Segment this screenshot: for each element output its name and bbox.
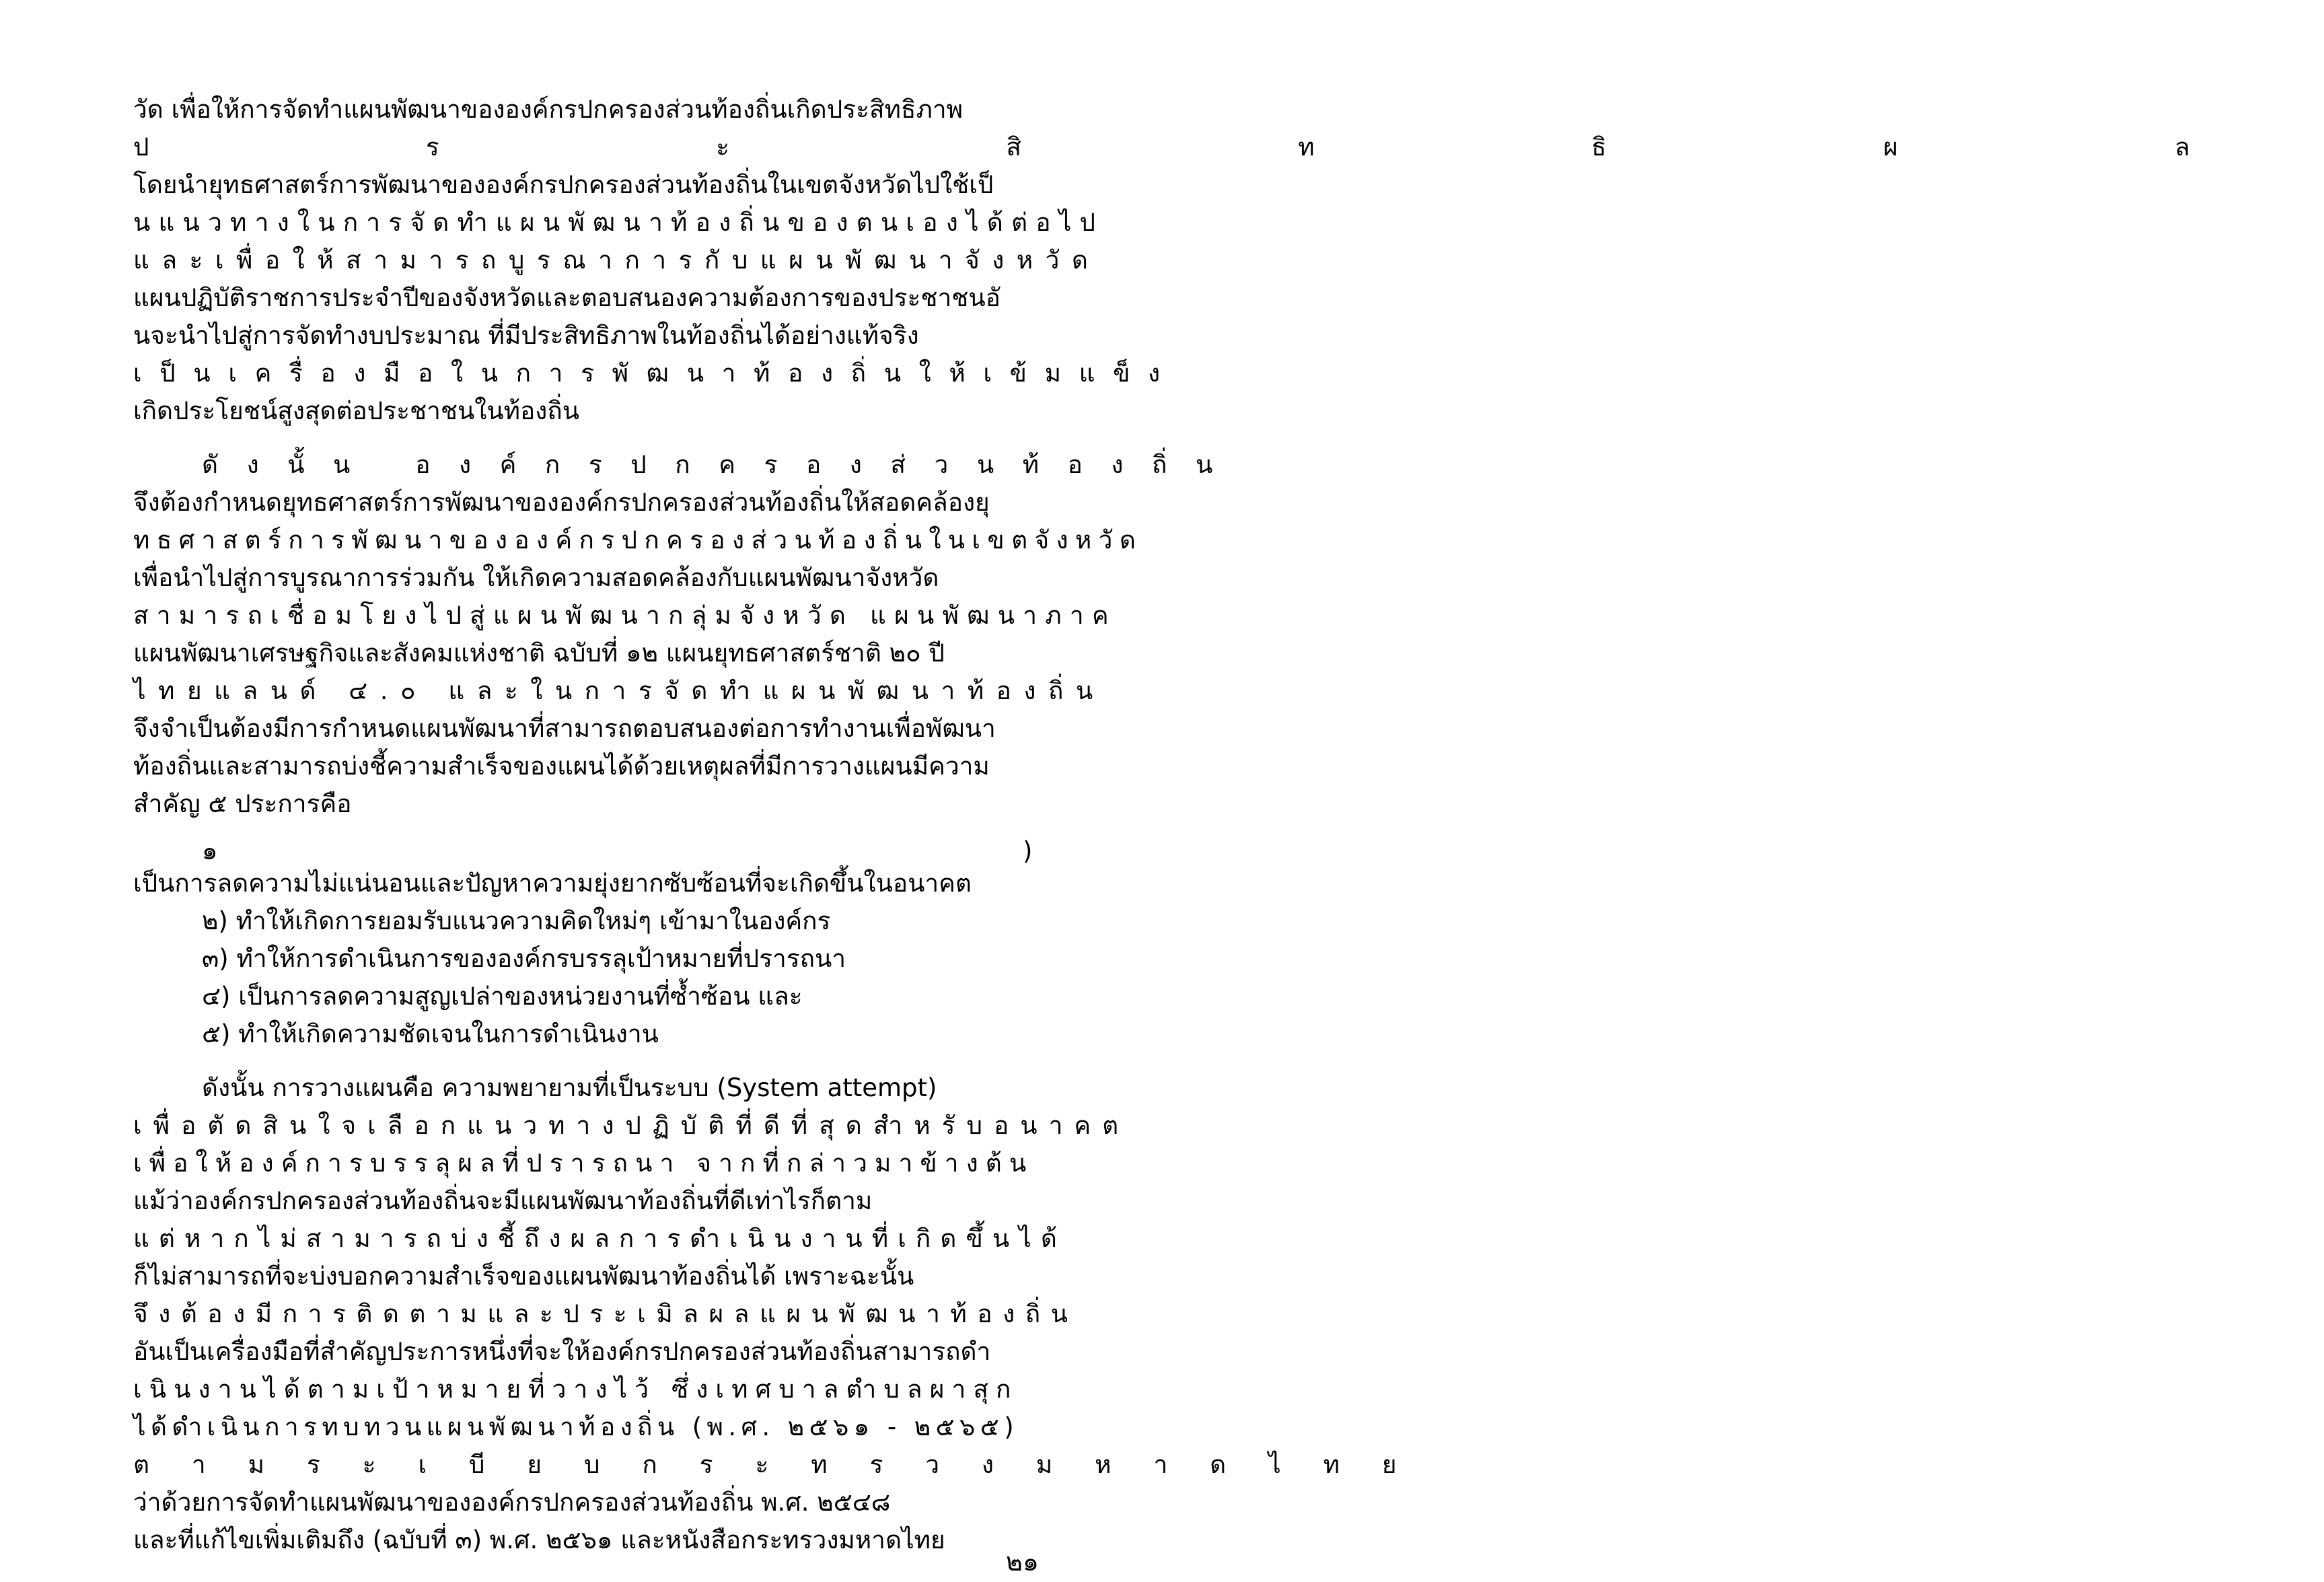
list-item: ๔) เป็นการลดความสูญเปล่าของหน่วยงานที่ซ้ำซ้อน และ (202, 982, 803, 1011)
paragraph-line: ตามระเบียบกระทรวงมหาดไทย (133, 1450, 1439, 1479)
paragraph-line: เนินงานได้ตามเป้าหมายที่วางไว้ ซึ่งเทศบาลตำบลผาสุก (133, 1375, 1019, 1404)
paragraph-line: แม้ว่าองค์กรปกครองส่วนท้องถิ่นจะมีแผนพัฒนาท้องถิ่นที่ดีเท่าไรก็ตาม (133, 1186, 873, 1215)
paragraph-line: วัด เพื่อให้การจัดทำแผนพัฒนาขององค์กรปกครองส่วนท้องถิ่นเกิดประสิทธิภาพ (133, 95, 964, 124)
paragraph-line: เพื่อตัดสินใจเลือกแนวทางปฏิบัติที่ดีที่สุดสำหรับอนาคต (133, 1111, 1130, 1140)
paragraph-line: แผนปฏิบัติราชการประจำปีของจังหวัดและตอบสนองความต้องการของประชาชนอั (133, 283, 1001, 312)
paragraph-line: ท้องถิ่นและสามารถบ่งชี้ความสำเร็จของแผนได้ด้วยเหตุผลที่มีการวางแผนมีความ (133, 752, 990, 781)
paragraph-line: ได้ดำเนินการทบทวนแผนพัฒนาท้องถิ่น (พ.ศ. ๒๕๖๑ - ๒๕๖๕) (133, 1412, 1019, 1441)
paragraph-line: โดยนำยุทธศาสตร์การพัฒนาขององค์กรปกครองส่วนท้องถิ่นในเขตจังหวัดไปใช้เป็ (133, 170, 994, 199)
paragraph-line: เกิดประโยชน์สูงสุดต่อประชาชนในท้องถิ่น (133, 396, 580, 425)
paragraph-line: และเพื่อให้สามารถบูรณาการกับแผนพัฒนาจังหวัด (133, 246, 1101, 275)
paragraph-line: ไทยแลนด์ ๔.๐ และในการจัดทำแผนพัฒนาท้องถิ่น (133, 676, 1105, 705)
list-item-number: ๑ (202, 836, 218, 865)
list-item: ๕) ทำให้เกิดความชัดเจนในการดำเนินงาน (202, 1019, 659, 1048)
paragraph-line: นจะนำไปสู่การจัดทำงบประมาณ ที่มีประสิทธิภาพในท้องถิ่นได้อย่างแท้จริง (133, 321, 919, 350)
paragraph-line: อันเป็นเครื่องมือที่สำคัญประการหนึ่งที่จะให้องค์กรปกครองส่วนท้องถิ่นสามารถดำ (133, 1337, 991, 1366)
paragraph-line: เป็นเครื่องมือในการพัฒนาท้องถิ่นให้เข้มแข็ง (133, 359, 1178, 388)
paragraph-line: ดังนั้น องค์กรปกครองส่วนท้องถิ่น (202, 450, 1241, 479)
paragraph-line: ก็ไม่สามารถที่จะบ่งบอกความสำเร็จของแผนพัฒนาท้องถิ่นได้ เพราะฉะนั้น (133, 1262, 914, 1291)
paragraph-line: ดังนั้น การวางแผนคือ ความพยายามที่เป็นระบบ (System attempt) (202, 1073, 937, 1102)
paragraph-line: สามารถเชื่อมโยงไปสู่แผนพัฒนากลุ่มจังหวัด แผนพัฒนาภาค (133, 601, 1117, 630)
paragraph-line: ทธศาสตร์การพัฒนาขององค์กรปกครองส่วนท้องถิ่นในเขตจังหวัด (133, 526, 1143, 554)
paragraph-line: เพื่อนำไปสู่การบูรณาการร่วมกัน ให้เกิดความสอดคล้องกับแผนพัฒนาจังหวัด (133, 563, 939, 592)
paragraph-line: แต่หากไม่สามารถบ่งชี้ถึงผลการดำเนินงานที่เกิดขึ้นได้ (133, 1224, 1066, 1253)
paragraph-line: นแนวทางในการจัดทำแผนพัฒนาท้องถิ่นของตนเองได้ต่อไป (133, 208, 1104, 237)
list-item: ๓) ทำให้การดำเนินการขององค์กรบรรลุเป้าหมายที่ปรารถนา (202, 944, 846, 973)
paragraph-line: ว่าด้วยการจัดทำแผนพัฒนาขององค์กรปกครองส่วนท้องถิ่น พ.ศ. ๒๕๔๘ (133, 1488, 891, 1517)
list-item-paren: ) (1023, 836, 1033, 865)
paragraph-line: จึงจำเป็นต้องมีการกำหนดแผนพัฒนาที่สามารถตอบสนองต่อการทำงานเพื่อพัฒนา (133, 714, 996, 743)
list-item-text: เป็นการลดความไม่แน่นอนและปัญหาความยุ่งยากซับซ้อนที่จะเกิดขึ้นในอนาคต (133, 869, 972, 898)
paragraph-line: แผนพัฒนาเศรษฐกิจและสังคมแห่งชาติ ฉบับที่ ๑๒ แผนยุทธศาสตร์ชาติ ๒๐ ปี (133, 639, 945, 668)
list-item: ๒) ทำให้เกิดการยอมรับแนวความคิดใหม่ๆ เข้ามาในองค์กร (202, 906, 831, 935)
paragraph-line: เพื่อให้องค์การบรรลุผลที่ปรารถนา จากที่กล่าวมาข้างต้น (133, 1149, 1034, 1178)
paragraph-line: ป ร ะ สิ ท ธิ ผ ล (133, 133, 2324, 161)
page-number: ๒๑ (1005, 1547, 1039, 1577)
paragraph-line: จึงต้องกำหนดยุทธศาสตร์การพัฒนาขององค์กรปกครองส่วนท้องถิ่นให้สอดคล้องยุ (133, 488, 990, 517)
paragraph-line: และที่แก้ไขเพิ่มเติมถึง (ฉบับที่ ๓) พ.ศ. ๒๕๖๑ และหนังสือกระทรวงมหาดไทย (133, 1525, 945, 1554)
paragraph-line: สำคัญ ๕ ประการคือ (133, 789, 352, 818)
paragraph-line: จึงต้องมีการติดตามและประเมิลผลแผนพัฒนาท้องถิ่น (133, 1299, 1079, 1328)
